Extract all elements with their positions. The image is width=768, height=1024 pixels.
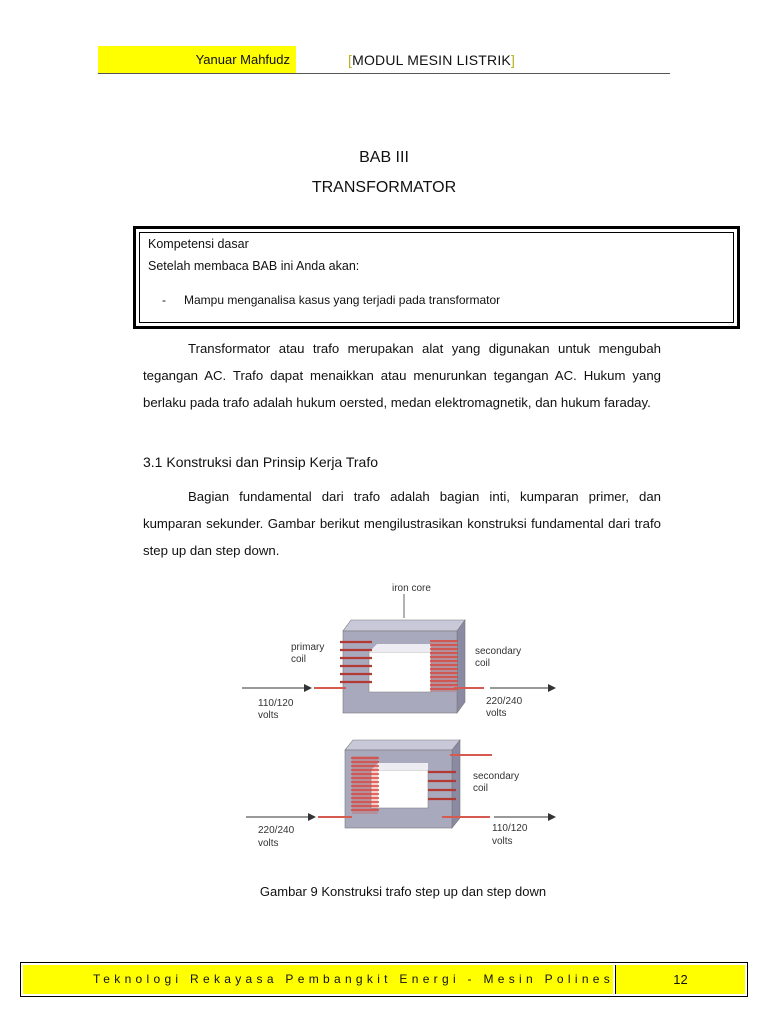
competency-title: Kompetensi dasar [148,237,249,251]
competency-bullet: - [162,293,166,307]
label-down-output-2: volts [492,836,513,847]
bracket-close: ] [510,52,516,68]
label-down-secondary-2: coil [473,783,489,794]
output-arrowhead-up [548,684,556,692]
output-arrowhead-down [548,813,556,821]
core-top-face-2 [345,740,460,750]
header-divider [98,73,670,74]
core-window [369,652,431,692]
label-iron-core: iron core [392,583,431,594]
input-arrowhead-up [304,684,312,692]
competency-box [133,226,740,329]
label-up-input-1: 110/120 [258,698,294,709]
label-primary-coil-1: primary [291,642,325,653]
input-arrowhead-down [308,813,316,821]
core-window-depth [369,644,431,652]
core-side-face [457,620,465,713]
paragraph-intro: Transformator atau trafo merupakan alat yang digunakan untuk mengubah tegangan AC. Trafo dapat menaikkan atau menurunkan tegangan AC. Hukum yang berlaku pada trafo adalah hukum oersted, medan elektromagnetik, dan hukum faraday. [143,341,661,410]
header-author: Yanuar Mahfudz [98,46,296,74]
core-window-2 [371,770,428,808]
label-down-input-2: volts [258,838,279,849]
competency-intro: Setelah membaca BAB ini Anda akan: [148,259,360,273]
label-primary-coil-2: coil [291,654,307,665]
core-side-face-2 [452,740,460,828]
label-down-secondary-1: secondary [473,771,520,782]
paragraph-construction: Bagian fundamental dari trafo adalah bagian inti, kumparan primer, dan kumparan sekunder. Gambar berikut mengilustrasikan konstruksi fundamental dari trafo step up dan step down. [143,489,661,558]
footer [20,962,748,997]
label-secondary-coil-1: secondary [475,646,522,657]
step-down-transformer [246,740,556,849]
label-up-output-1: 220/240 [486,696,523,707]
label-up-output-2: volts [486,708,507,719]
secondary-coil-windings [430,641,458,689]
label-up-input-2: volts [258,710,279,721]
chapter-title: TRANSFORMATOR [311,179,457,196]
core-window-depth-2 [371,763,428,770]
header-module-title [348,50,515,70]
competency-item: Mampu menganalisa kasus yang terjadi pada transformator [184,293,501,307]
figure-caption: Gambar 9 Konstruksi trafo step up dan step down [259,884,547,899]
label-secondary-coil-2: coil [475,658,491,669]
core-top-face [343,620,465,631]
section-heading: 3.1 Konstruksi dan Prinsip Kerja Trafo [143,454,379,470]
chapter-number: BAB III [359,149,409,166]
footer-text: Teknologi Rekayasa Pembangkit Energi - Mesin Polines [23,965,613,994]
bracket-open: [ [348,52,353,68]
label-down-output-1: 110/120 [492,823,528,834]
page-number: 12 [615,965,745,994]
transformer-figure [228,578,580,860]
label-down-input-1: 220/240 [258,825,295,836]
step-up-transformer [242,583,556,721]
module-title-text: MODUL MESIN LISTRIK [352,52,511,68]
